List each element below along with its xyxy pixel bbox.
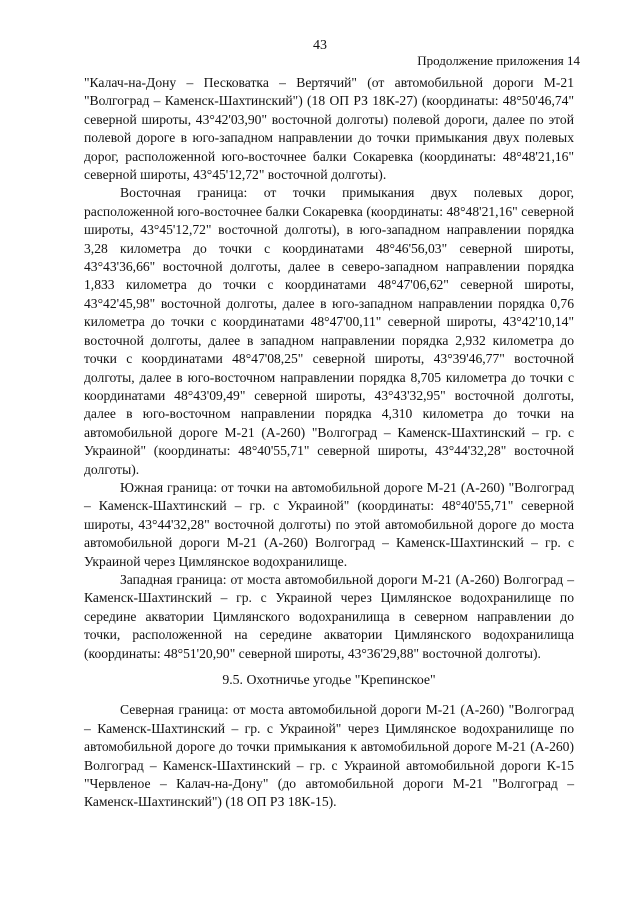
appendix-continuation-note: Продолжение приложения 14 bbox=[417, 53, 580, 68]
paragraph-northern-border: Северная граница: от моста автомобильной дороги М-21 (А-260) "Волгоград – Каменск-Шахтинский – гр. с Украиной" через Цимлянское водохранилище по автомобильной дороге до точки примыкания к автомобильной дороге М-21 (А-260) Волгоград – Каменск-Шахтинский – гр. с Украиной автомобильной дороги К-15 "Червленое – Калач-на-Дону" (до автомобильной дороги М-21 "Волгоград – Каменск-Шахтинский") (18 ОП РЗ 18К-15). bbox=[84, 702, 574, 810]
paragraph-continued: "Калач-на-Дону – Песковатка – Вертячий" (от автомобильной дороги М-21 "Волгоград – Каменск-Шахтинский") (18 ОП РЗ 18К-27) (координаты: 48°50'46,74" северной широты, 43°42'03,90" восточной долготы) полевой дороги, далее по этой полевой дороге в юго-западном направлении до точки примыкания двух полевых дорог, расположенной юго-восточнее балки Сокаревка (координаты: 48°48'21,16" северной широты, 43°45'12,72" восточной долготы). bbox=[84, 75, 574, 183]
section-heading: 9.5. Охотничье угодье "Крепинское" bbox=[222, 672, 436, 687]
page-number: 43 bbox=[313, 38, 327, 53]
paragraph-eastern-border: Восточная граница: от точки примыкания двух полевых дорог, расположенной юго-восточнее балки Сокаревка (координаты: 48°48'21,16" северной широты, 43°45'12,72" восточной долготы), в юго-западном направлении порядка 3,28 километра до точки с координатами 48°46'56,03" северной широты, 43°43'36,66" восточной долготы, далее в северо-западном направлении порядка 1,833 километра до точки с координатами 48°47'06,62" северной широты, 43°42'45,98" восточной долготы, далее в юго-западном направлении порядка 0,76 километра до точки с координатами 48°47'00,11" северной широты, 43°42'10,14" восточной долготы, далее в западном направлении порядка 2,932 километра до точки с координатами 48°47'08,25" северной широты, 43°39'46,77" восточной долготы, далее в юго-восточном направлении порядка 8,705 километра до точки с координатами 48°43'09,49" северной широты, 43°43'32,95" восточной долготы, далее в юго-восточном направлении порядка 4,310 километра до точки на автомобильной дороге М-21 (А-260) "Волгоград – Каменск-Шахтинский – гр. с Украиной" (координаты: 48°40'55,71" северной широты, 43°44'32,28" восточной долготы). bbox=[84, 185, 574, 477]
paragraph-western-border: Западная граница: от моста автомобильной дороги М-21 (А-260) Волгоград – Каменск-Шахтинский – гр. с Украиной через Цимлянское водохранилище по середине акватории Цимлянского водохранилища в северном направлении до точки, расположенной на середине акватории Цимлянского водохранилища (координаты: 48°51'20,90" северной широты, 43°36'29,88" восточной долготы). bbox=[84, 571, 574, 661]
paragraph-southern-border: Южная граница: от точки на автомобильной дороге М-21 (А-260) "Волгоград – Каменск-Шахтинский – гр. с Украиной" (координаты: 48°40'55,71" северной широты, 43°44'32,28" восточной долготы) по этой автомобильной дороге до моста автомобильной дороги М-21 (А-260) Волгоград – Каменск-Шахтинский – гр. с Украиной через Цимлянское водохранилище. bbox=[84, 479, 574, 569]
document-body bbox=[84, 74, 574, 812]
